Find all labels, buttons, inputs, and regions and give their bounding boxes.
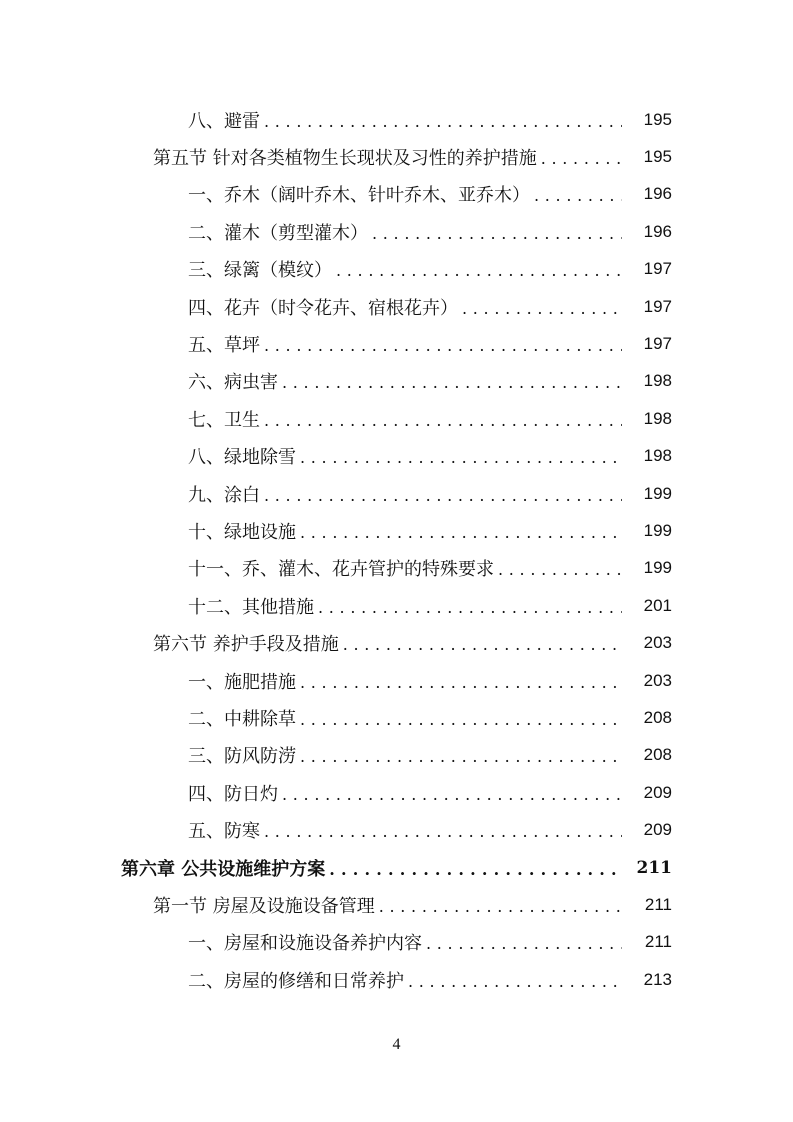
toc-entry-title: 六、病虫害	[188, 372, 278, 394]
toc-entry-page: 196	[643, 184, 672, 204]
toc-entry-title: 三、防风防涝	[188, 746, 296, 768]
toc-entry-page: 203	[643, 670, 672, 690]
toc-dot-leader	[498, 562, 622, 578]
toc-entry-page: 211	[644, 894, 672, 914]
toc-entry-title: 第六章 公共设施维护方案	[121, 858, 326, 880]
toc-entry-page: 213	[643, 969, 672, 989]
toc-dot-leader	[534, 188, 622, 204]
toc-entry[interactable]	[0, 886, 793, 923]
toc-entry-page: 201	[643, 595, 672, 615]
toc-entry[interactable]	[0, 288, 793, 325]
toc-entry-page: 198	[643, 408, 672, 428]
toc-dot-leader	[318, 600, 622, 616]
toc-dot-leader	[264, 488, 622, 504]
toc-entry[interactable]	[0, 363, 793, 400]
toc-entry-title: 二、房屋的修缮和日常养护	[188, 970, 404, 992]
toc-entry[interactable]	[0, 325, 793, 362]
toc-entry-title: 五、防寒	[188, 821, 260, 843]
toc-entry-page: 196	[643, 221, 672, 241]
toc-dot-leader	[426, 936, 622, 952]
toc-dot-leader	[541, 151, 622, 167]
toc-entry-title: 一、施肥措施	[188, 671, 296, 693]
toc-entry-title: 四、防日灼	[188, 783, 278, 805]
toc-entry-page: 198	[643, 446, 672, 466]
toc-entry-page: 195	[643, 109, 672, 129]
toc-entry-page: 197	[643, 259, 672, 279]
toc-dot-leader	[372, 226, 622, 242]
toc-entry-title: 八、避雷	[188, 110, 260, 132]
toc-entry-title: 五、草坪	[188, 335, 260, 357]
toc-dot-leader	[462, 301, 622, 317]
toc-dot-leader	[336, 263, 622, 279]
toc-entry-page: 211	[636, 857, 672, 878]
toc-entry-page: 199	[643, 483, 672, 503]
toc-entry-title: 四、花卉（时令花卉、宿根花卉）	[188, 297, 458, 319]
toc-entry[interactable]	[0, 811, 793, 848]
toc-entry-title: 二、灌木（剪型灌木）	[188, 222, 368, 244]
toc-dot-leader	[264, 338, 622, 354]
toc-entry[interactable]	[0, 251, 793, 288]
toc-dot-leader	[300, 712, 622, 728]
toc-dot-leader	[343, 637, 622, 653]
toc-entry[interactable]	[0, 101, 793, 138]
toc-dot-leader	[300, 450, 622, 466]
toc-entry[interactable]	[0, 213, 793, 250]
toc-entry-title: 第六节 养护手段及措施	[153, 634, 339, 656]
toc-entry-page: 209	[643, 820, 672, 840]
toc-dot-leader	[264, 413, 622, 429]
toc-entry-page: 199	[643, 558, 672, 578]
toc-entry[interactable]	[0, 138, 793, 175]
toc-entry-title: 十一、乔、灌木、花卉管护的特殊要求	[188, 559, 494, 581]
toc-entry-title: 二、中耕除草	[188, 708, 296, 730]
toc-dot-leader	[408, 974, 622, 990]
toc-entry-title: 十、绿地设施	[188, 521, 296, 543]
toc-entry-page: 211	[644, 932, 672, 952]
toc-entry[interactable]	[0, 550, 793, 587]
toc-entry-page: 203	[643, 633, 672, 653]
toc-entry-page: 197	[643, 296, 672, 316]
toc-dot-leader	[282, 375, 622, 391]
toc-entry-title: 七、卫生	[188, 409, 260, 431]
table-of-contents	[0, 101, 793, 998]
toc-entry[interactable]	[0, 176, 793, 213]
toc-entry[interactable]	[0, 512, 793, 549]
toc-entry-title: 三、绿篱（模纹）	[188, 260, 332, 282]
toc-entry-page: 208	[643, 745, 672, 765]
toc-dot-leader	[300, 749, 622, 765]
toc-entry[interactable]	[0, 587, 793, 624]
page-number: 4	[392, 1036, 401, 1053]
toc-entry[interactable]	[0, 624, 793, 661]
toc-dot-leader	[300, 525, 622, 541]
toc-entry[interactable]	[0, 438, 793, 475]
toc-entry[interactable]	[0, 924, 793, 961]
toc-dot-leader	[329, 862, 622, 878]
toc-entry[interactable]	[0, 737, 793, 774]
toc-entry-title: 一、乔木（阔叶乔木、针叶乔木、亚乔木）	[188, 185, 530, 207]
toc-entry-page: 209	[643, 782, 672, 802]
toc-entry[interactable]	[0, 662, 793, 699]
toc-entry-title: 十二、其他措施	[188, 596, 314, 618]
toc-entry-title: 第五节 针对各类植物生长现状及习性的养护措施	[153, 148, 537, 170]
toc-entry-title: 一、房屋和设施设备养护内容	[188, 933, 422, 955]
toc-entry-title: 八、绿地除雪	[188, 447, 296, 469]
toc-dot-leader	[300, 675, 622, 691]
toc-entry-page: 199	[643, 520, 672, 540]
toc-entry-page: 195	[643, 147, 672, 167]
toc-entry-title: 第一节 房屋及设施设备管理	[153, 895, 375, 917]
toc-entry[interactable]	[0, 400, 793, 437]
toc-entry[interactable]	[0, 849, 793, 886]
toc-entry-page: 198	[643, 371, 672, 391]
toc-dot-leader	[264, 114, 622, 130]
toc-entry[interactable]	[0, 961, 793, 998]
toc-entry-page: 197	[643, 334, 672, 354]
toc-entry-page: 208	[643, 707, 672, 727]
toc-dot-leader	[264, 824, 622, 840]
toc-dot-leader	[379, 899, 622, 915]
toc-entry-title: 九、涂白	[188, 484, 260, 506]
toc-entry[interactable]	[0, 475, 793, 512]
toc-dot-leader	[282, 787, 622, 803]
toc-entry[interactable]	[0, 774, 793, 811]
toc-entry[interactable]	[0, 699, 793, 736]
